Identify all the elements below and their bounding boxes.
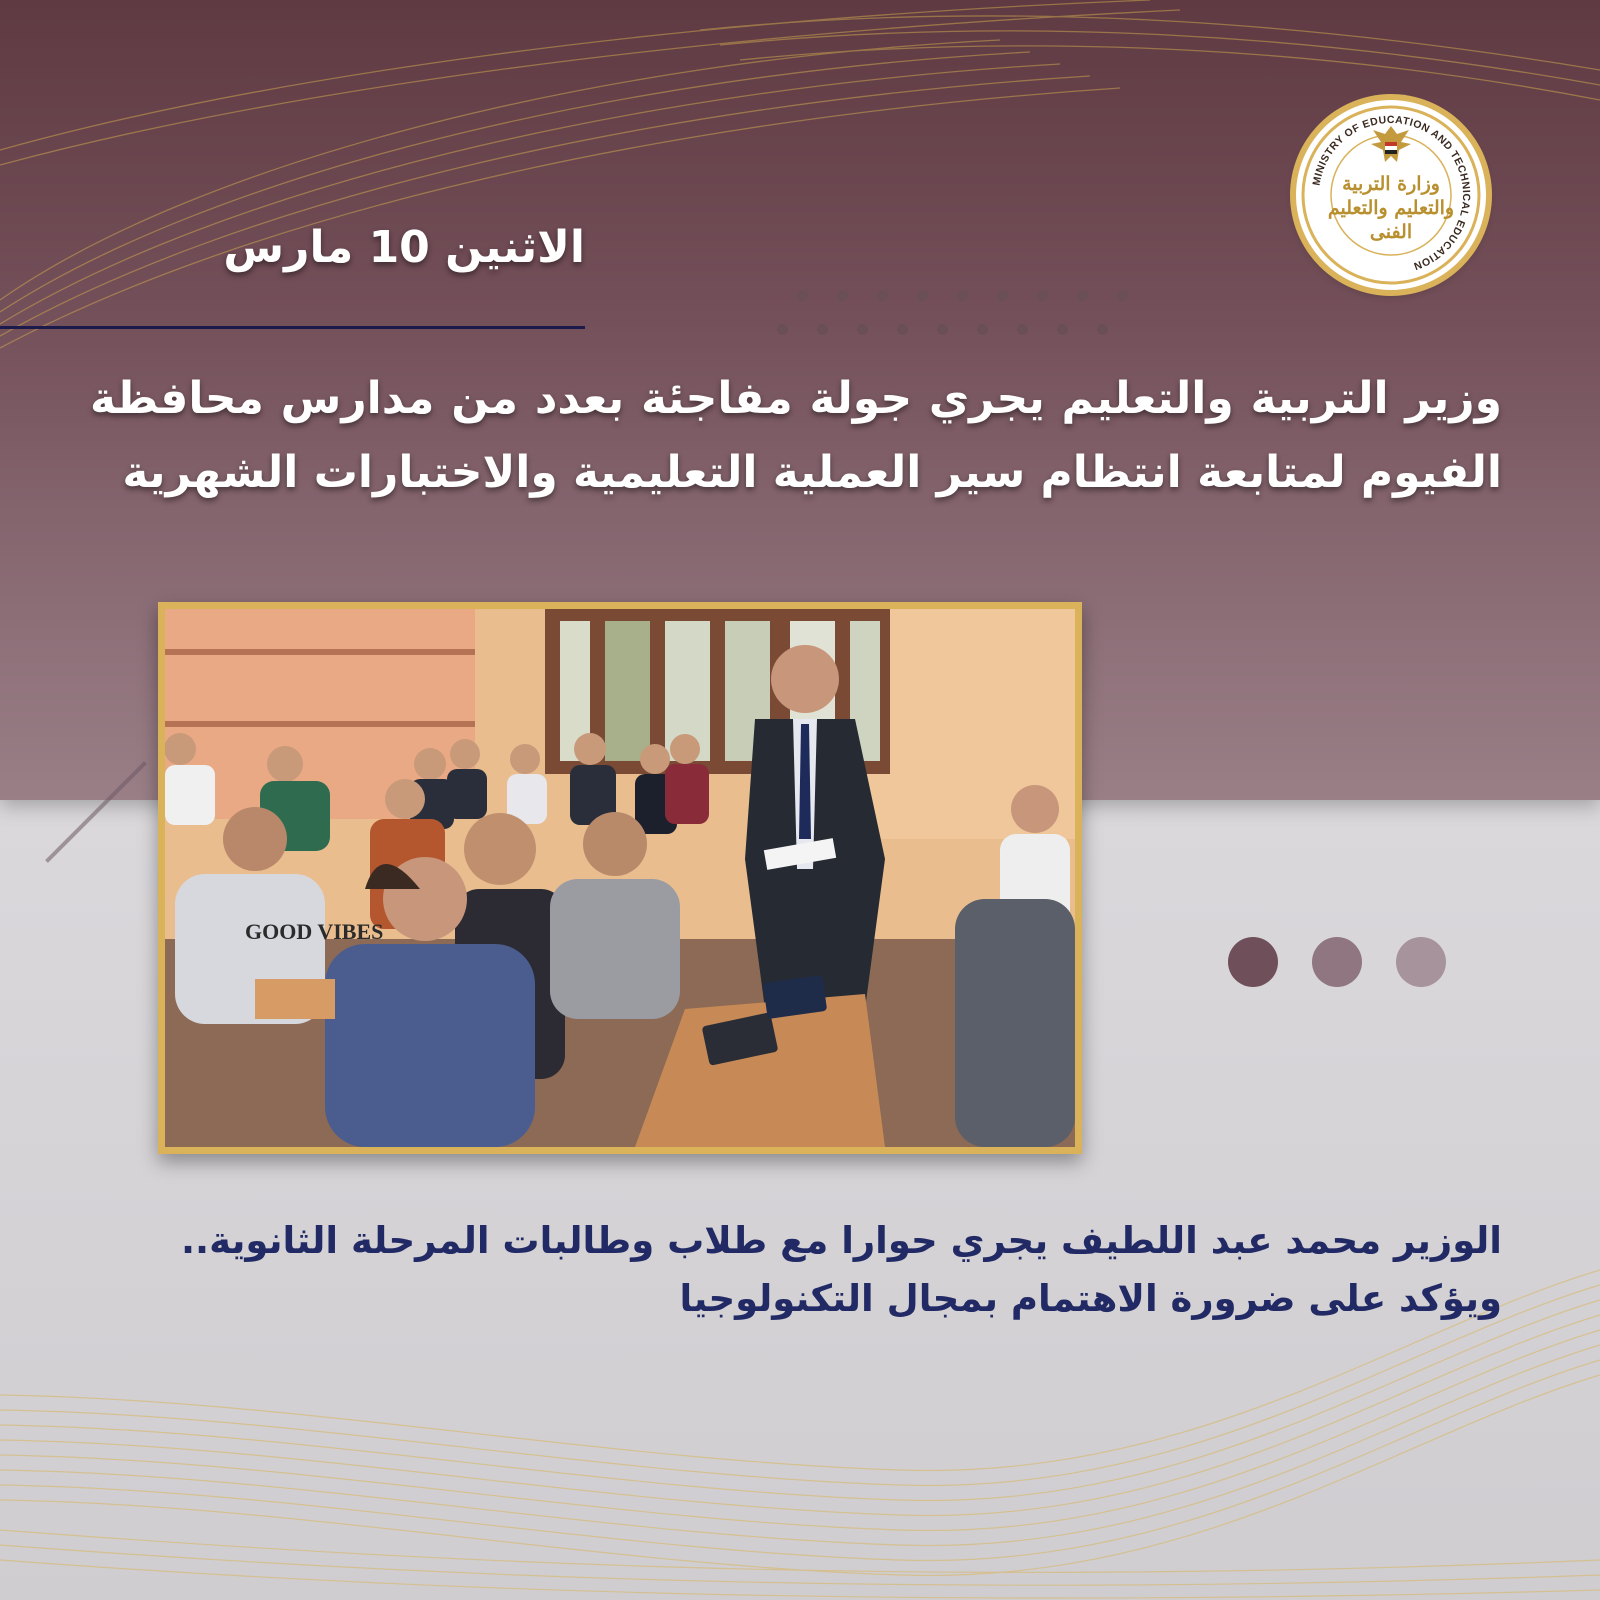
ministry-logo [1296,100,1486,290]
classroom-photo [158,602,1082,1154]
carousel-dot-1[interactable] [1228,937,1278,987]
logo-arabic-name: وزارة التربية والتعليم والتعليم الفنى [1327,173,1455,243]
carousel-dot-2[interactable] [1312,937,1362,987]
post-date: الاثنين 10 مارس [223,222,585,273]
date-underline [0,326,585,329]
logo-english-name: MINISTRY OF EDUCATION AND TECHNICAL EDUCATION [1310,113,1473,273]
shirt-print: GOOD VIBES [245,919,384,944]
dot-pattern-row-1 [797,286,1157,305]
dot-pattern-row-2 [777,320,1137,339]
subtitle: الوزير محمد عبد اللطيف يجري حوارا مع طلاب وطالبات المرحلة الثانوية.. ويؤكد على ضرورة الاهتمام بمجال التكنولوجيا [180,1219,1502,1320]
carousel-dot-3[interactable] [1396,937,1446,987]
headline: وزير التربية والتعليم يجري جولة مفاجئة بعدد من مدارس محافظة الفيوم لمتابعة انتظام سير العملية التعليمية والاختبارات الشهرية [90,373,1502,498]
